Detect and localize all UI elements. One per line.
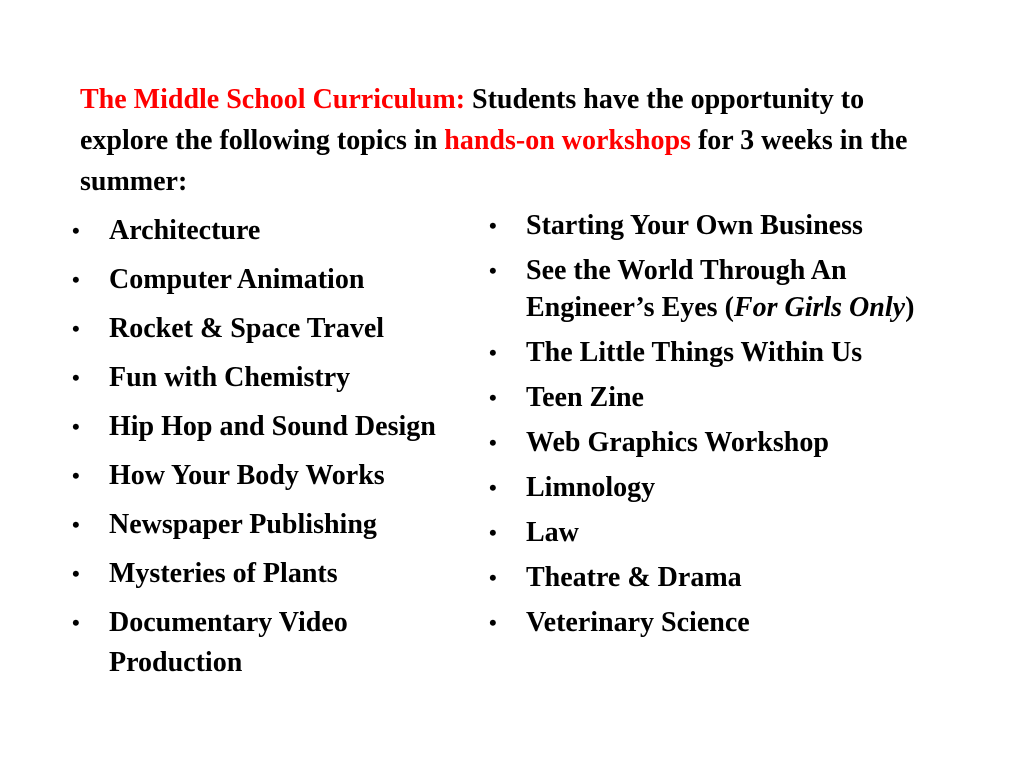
list-item: [489, 379, 959, 416]
topic-teen-zine: Teen Zine: [526, 382, 644, 413]
topic-list-right: [489, 207, 959, 649]
list-item: [489, 514, 959, 551]
list-item: [72, 211, 462, 251]
list-item: [72, 456, 462, 496]
topic-documentary-video-production: Documentary Video Production: [109, 607, 348, 678]
list-item: [489, 559, 959, 596]
list-item: [72, 358, 462, 398]
bullet-icon: •: [72, 267, 80, 292]
topic-engineers-eyes-main: See the World Through An Engineer’s Eyes (: [526, 255, 847, 323]
topic-engineers-eyes-close: ): [905, 292, 915, 323]
list-item: [489, 424, 959, 461]
bullet-icon: •: [72, 610, 80, 635]
topic-web-graphics-workshop: Web Graphics Workshop: [526, 427, 829, 458]
bullet-icon: •: [489, 610, 497, 635]
list-item: [489, 252, 959, 326]
topic-starting-your-own-business: Starting Your Own Business: [526, 210, 863, 241]
list-item: [72, 505, 462, 545]
bullet-icon: •: [489, 258, 497, 283]
topic-fun-with-chemistry: Fun with Chemistry: [109, 362, 351, 393]
topic-newspaper-publishing: Newspaper Publishing: [109, 509, 377, 540]
list-item: [72, 309, 462, 349]
topic-engineers-eyes: [526, 255, 914, 323]
topic-mysteries-of-plants: Mysteries of Plants: [109, 558, 338, 589]
list-item: [489, 207, 959, 244]
heading-emphasis: hands-on workshops: [444, 125, 691, 156]
list-item: [72, 554, 462, 594]
topic-computer-animation: Computer Animation: [109, 264, 365, 295]
topic-rocket-space-travel: Rocket & Space Travel: [109, 313, 385, 344]
topic-law: Law: [526, 517, 579, 548]
topic-limnology: Limnology: [526, 472, 656, 503]
bullet-icon: •: [489, 475, 497, 500]
list-item: [72, 260, 462, 300]
heading-title: The Middle School Curriculum:: [80, 84, 466, 115]
list-item: [72, 603, 462, 683]
slide-heading: [80, 79, 940, 202]
list-item: [489, 334, 959, 371]
heading-text-part-1: Students have the opportunity to explore the following topics in: [80, 84, 865, 156]
topic-how-your-body-works: How Your Body Works: [109, 460, 385, 491]
list-item: [489, 469, 959, 506]
bullet-icon: •: [489, 565, 497, 590]
bullet-icon: •: [72, 561, 80, 586]
topic-theatre-drama: Theatre & Drama: [526, 562, 742, 593]
bullet-icon: •: [489, 213, 497, 238]
bullet-icon: •: [489, 385, 497, 410]
topic-veterinary-science: Veterinary Science: [526, 607, 750, 638]
bullet-icon: •: [72, 512, 80, 537]
bullet-icon: •: [489, 340, 497, 365]
bullet-icon: •: [489, 520, 497, 545]
bullet-icon: •: [72, 316, 80, 341]
topic-engineers-eyes-note: For Girls Only: [733, 292, 906, 323]
topic-architecture: Architecture: [109, 215, 261, 246]
bullet-icon: •: [72, 365, 80, 390]
bullet-icon: •: [72, 218, 80, 243]
bullet-icon: •: [489, 430, 497, 455]
bullet-icon: •: [72, 463, 80, 488]
topic-little-things-within-us: The Little Things Within Us: [526, 337, 863, 368]
topic-list-left: [72, 211, 462, 692]
list-item: [489, 604, 959, 641]
topic-hip-hop-sound-design: Hip Hop and Sound Design: [109, 411, 436, 442]
heading-text-part-2: for 3 weeks in the summer:: [80, 125, 908, 197]
list-item: [72, 407, 462, 447]
bullet-icon: •: [72, 414, 80, 439]
